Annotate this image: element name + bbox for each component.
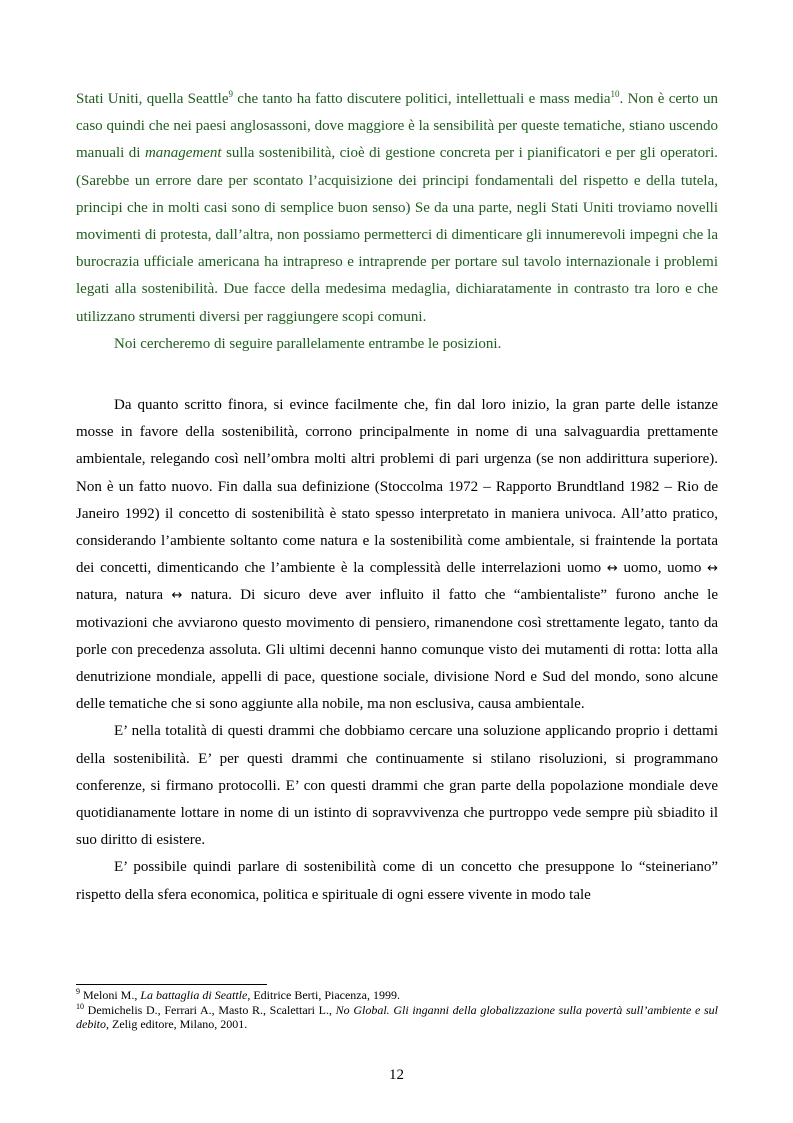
footnote-number: 10 — [76, 1001, 84, 1011]
footnote-text: , Editrice Berti, Piacenza, 1999. — [247, 988, 400, 1002]
footnote-text: , Zelig editore, Milano, 2001. — [106, 1017, 248, 1032]
footnote-ref-10[interactable]: 10 — [610, 89, 620, 99]
page-body — [76, 86, 718, 909]
paragraph-1-text-d: sulla sostenibilità, cioè di gestione concreta per i pianificatori e per gli operatori. (Sarebbe un errore dare per scontato l’acquisizione dei principi fondamentali del rispetto e della tutela, principi che in molti casi sono di semplice buon senso) Se da una parte, negli Stati Uniti troviamo novelli movimenti di protesta, dall’altra, non possiamo permetterci di dimenticare gli innumerevoli impegni che la burocrazia ufficiale americana ha intrapreso e intraprende per portare sul tavolo internazionale i problemi legati alla sostenibilità. Due facce della medesima medaglia, dichiaratamente in contrasto tra loro e che utilizzano strumenti diversi per raggiungere scopi comuni. — [76, 145, 718, 325]
footnotes — [76, 988, 718, 1032]
paragraph-1 — [76, 86, 718, 331]
footnote-number: 9 — [76, 987, 80, 996]
footnote-title: La battaglia di Seattle — [140, 988, 248, 1002]
footnote-9 — [76, 988, 718, 1003]
bidirectional-arrow-icon: ↔ — [171, 588, 183, 604]
footnote-divider — [76, 984, 267, 985]
paragraph-3-text-a: Da quanto scritto finora, si evince facilmente che, fin dal loro inizio, la gran parte delle istanze mosse in favore della sostenibilità, corrono principalmente in nome di una salvaguardia prettamente ambientale, relegando così nell’ombra molti altri problemi di pari urgenza (se non addirittura superiore). Non è un fatto nuovo. Fin dalla sua definizione (Stoccolma 1972 – Rapporto Brundtland 1982 – Rio de Janeiro 1992) il concetto di sostenibilità è stato spesso interpretato in maniera univoca. All’atto pratico, considerando l’ambiente soltanto come natura e la sostenibilità come ambientale, si fraintende la portata dei concetti, dimenticando che l’ambiente è la complessità delle interrelazioni uomo — [76, 397, 718, 577]
footnote-text: Demichelis D., Ferrari A., Masto R., Scalettari L., — [84, 1002, 336, 1017]
management-italic: management — [144, 145, 222, 162]
page-number: 12 — [389, 1067, 404, 1083]
bidirectional-arrow-icon: ↔ — [707, 561, 718, 577]
paragraph-3-text-c: natura, natura — [76, 587, 172, 604]
paragraph-3 — [76, 392, 718, 718]
paragraph-1-text-c: . Non è certo un caso quindi che nei paesi anglosassoni, dove maggiore è la sensibilità per queste tematiche, stiano uscendo manuali di — [76, 91, 719, 162]
paragraph-2: Noi cercheremo di seguire parallelamente entrambe le posizioni. — [114, 335, 502, 352]
bidirectional-arrow-icon: ↔ — [606, 561, 618, 577]
paragraph-3-text-b: uomo, uomo — [617, 560, 708, 577]
paragraph-5: E’ possibile quindi parlare di sostenibilità come di un concetto che presuppone lo “steineriano” rispetto della sfera economica, politica e spirituale di ogni essere vivente in modo tale — [76, 859, 718, 903]
paragraph-gap — [76, 358, 718, 392]
paragraph-1-text-a: Stati Uniti, quella Seattle — [76, 91, 229, 107]
paragraph-4: E’ nella totalità di questi drammi che dobbiamo cercare una soluzione applicando proprio i dettami della sostenibilità. E’ per questi drammi che continuamente si stilano risoluzioni, si programmano conferenze, si firmano protocolli. E’ con questi drammi che gran parte della popolazione mondiale deve quotidianamente lottare in nome di un istinto di sopravvivenza che purtroppo vede sempre più sbiadito il suo diritto di esistere. — [76, 723, 718, 849]
footnote-text: Meloni M., — [80, 988, 141, 1002]
paragraph-3-text-d: natura. Di sicuro deve aver influito il fatto che “ambientaliste” furono anche le motivazioni che avviarono questo movimento di pensiero, rimanendone così strettamente legato, tanto da porle con precedenza assoluta. Gli ultimi decenni hanno comunque visto dei mutamenti di rotta: lotta alla denutrizione mondiale, appelli di pace, questione sociale, divisione Nord e Sud del mondo, sono alcune delle tematiche che si sono aggiunte alla nobile, ma non esclusiva, causa ambientale. — [76, 587, 718, 713]
paragraph-1-text-b: che tanto ha fatto discutere politici, intellettuali e mass media — [232, 91, 611, 107]
footnote-ref-9[interactable]: 9 — [228, 89, 233, 99]
footnote-10 — [76, 1003, 718, 1032]
footnote-title: No Global. Gli inganni della globalizzazione sulla povertà sull’ambiente e sul debito — [76, 1002, 718, 1032]
